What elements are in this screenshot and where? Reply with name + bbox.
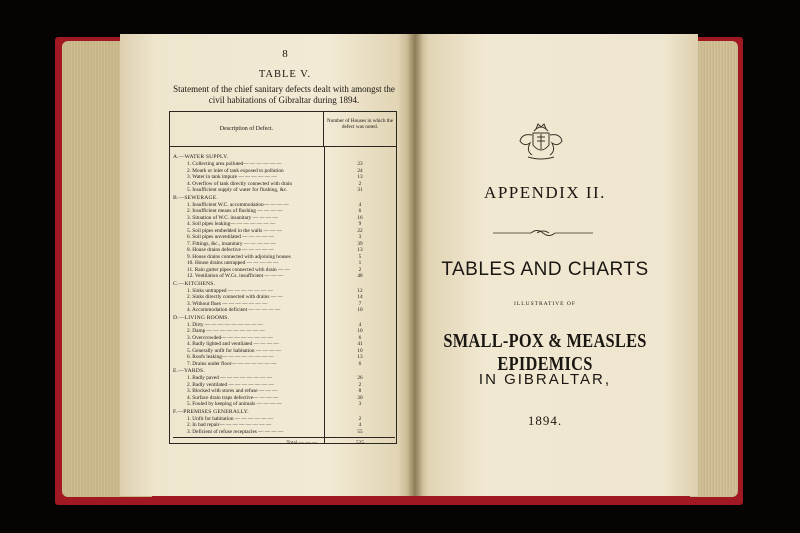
defect-description: 3. Water in tank impure — — — — — — (187, 174, 277, 180)
house-count: 41 (357, 341, 363, 347)
house-count: 13 (357, 247, 363, 253)
defect-description: 12. Ventilation of W.Cs. insufficient — — — (187, 273, 284, 279)
house-count: 10 (357, 347, 363, 354)
defect-description: 1. Insufficient W.C. accommodation— — — — (187, 201, 289, 208)
defect-description: 7. Fittings, &c., insanitary — — — — — (187, 240, 276, 247)
table-statement: Statement of the chief sanitary defects dealt with amongst the civil habitations of Gibraltar during 1894. (173, 84, 395, 105)
defects-table (169, 111, 397, 444)
defect-description: 1. Badly paved — — — — — — — — (187, 375, 272, 381)
defect-description: 1. Collecting area polluted— — — — — — (187, 161, 282, 167)
section-title: C.—KITCHENS. (173, 280, 216, 287)
house-count: 13 (357, 174, 363, 180)
house-count: 7 (358, 300, 362, 307)
house-count: 3 (358, 234, 362, 240)
defect-description: 8. House drains defective — — — — — (187, 247, 274, 253)
flourish-ornament (493, 228, 593, 238)
defect-description: 2. Damp — — — — — — — — — (187, 328, 265, 334)
defect-description: 2. Sinks directly connected with drains — — (187, 294, 283, 300)
defect-description: 4. Badly lighted and ventilated — — — — (187, 341, 279, 347)
defect-description: 2. Insufficient means of flushing — — — — (187, 208, 283, 214)
section-title: E.—YARDS. (173, 368, 205, 374)
defect-description: 11. Rain gutter pipes connected with drain — — (187, 266, 290, 273)
defect-description: 4. Accommodation deficient — — — — — (187, 307, 281, 313)
header-description: Description of Defect. (170, 112, 324, 147)
total-value: 525 (356, 440, 364, 446)
total-row (173, 437, 395, 447)
house-count: 14 (357, 294, 363, 300)
year-line: 1894. (527, 413, 563, 428)
defect-description: 2. Badly ventilated — — — — — — — (187, 381, 274, 388)
defect-description: 3. Without flues — — — — — — — (187, 300, 268, 307)
table-body (173, 153, 395, 447)
table-label: TABLE V. (258, 69, 312, 80)
section-title: B.—SEWERAGE. (173, 194, 218, 201)
defect-description: 7. Drains under floor— — — — — — — (187, 360, 277, 367)
defect-description: 5. Fouled by keeping of animals — — — — (187, 401, 282, 407)
house-count: 5 (358, 253, 362, 260)
section-heading (173, 367, 395, 375)
section-heading (173, 408, 395, 416)
house-count: 10 (357, 328, 363, 334)
defect-description: 5. Generally unfit for habitation — — — — (187, 347, 281, 354)
section-heading (173, 314, 395, 322)
house-count: 31 (357, 187, 363, 193)
defect-description: 5. Soil pipes embedded in the walls — — — (187, 227, 283, 234)
house-count: 30 (357, 394, 363, 401)
defect-description: 4. Overflow of tank directly connected with drain (187, 180, 293, 187)
defect-description: 6. Roofs leaking— — — — — — — — (187, 354, 274, 360)
defect-description: 6. Soil pipes unventilated — — — — — (187, 234, 274, 240)
title-tables-and-charts: TABLES AND CHARTS (441, 259, 649, 280)
house-count: 6 (358, 334, 362, 341)
appendix-heading: APPENDIX II. (484, 183, 606, 202)
defect-description: 2. Mouth or inlet of tank exposed to pollution (187, 167, 284, 174)
house-count: 16 (357, 214, 363, 221)
defect-description: 2. In bad repair— — — — — — — — (187, 422, 271, 428)
house-count: 22 (357, 227, 363, 234)
coat-of-arms-crest (516, 117, 566, 161)
house-count: 13 (357, 354, 363, 360)
section-heading (173, 280, 395, 288)
defect-description: 1. Dirty — — — — — — — — — (187, 321, 264, 328)
house-count: 6 (358, 360, 362, 367)
header-number-of-houses: Number of Houses in which the defect was noted. (324, 112, 396, 147)
defect-description: 1. Sinks untrapped — — — — — — — (187, 287, 273, 294)
defect-description: 3. Overcrowded— — — — — — — — (187, 334, 273, 341)
house-count: 24 (357, 167, 363, 174)
house-count: 6 (358, 208, 362, 214)
defect-description: 3. Deficient of refuse receptacles — — — — (187, 428, 284, 435)
section-heading (173, 194, 395, 202)
section-heading (173, 153, 395, 161)
house-count: 12 (357, 287, 363, 294)
house-count: 4 (358, 321, 362, 328)
defect-description: 4. Soil pipes leaking— — — — — — — (187, 221, 276, 227)
defect-description: 1. Unfit for habitation — — — — — — (187, 415, 274, 422)
house-count: 39 (357, 240, 363, 247)
house-count: 2 (358, 415, 362, 422)
epidemics-title: SMALL-POX & MEASLES EPIDEMICS (443, 330, 647, 375)
house-count: 4 (358, 201, 362, 208)
defect-description: 3. Situation of W.C. insanitary — — — — (187, 214, 278, 221)
house-count: 48 (357, 273, 363, 279)
house-count: 4 (358, 422, 362, 428)
house-count: 3 (358, 401, 362, 407)
house-count: 9 (358, 221, 362, 227)
table-row (173, 429, 395, 436)
house-count: 55 (357, 428, 363, 435)
section-title: F.—PREMISES GENERALLY. (173, 408, 249, 415)
house-count: 2 (358, 381, 362, 388)
total-label: Total — — — (286, 440, 317, 446)
section-title: D.—LIVING ROOMS. (173, 314, 230, 321)
illustrative-of: ILLUSTRATIVE OF (514, 301, 576, 307)
defect-description: 3. Blocked with stores and refuse — — — (187, 388, 278, 394)
house-count: 10 (357, 307, 363, 313)
page-number: 8 (282, 48, 288, 60)
defect-description: 9. House drains connected with adjoining houses (187, 253, 291, 260)
house-count: 2 (358, 266, 362, 273)
house-count: 2 (358, 180, 362, 187)
defect-description: 5. Insufficient supply of water for flushing, &c. (187, 187, 288, 193)
defect-description: 10. House drains untrapped — — — — — (187, 260, 279, 266)
section-title: A.—WATER SUPPLY. (173, 154, 229, 160)
house-count: 23 (357, 161, 363, 167)
defect-description: 4. Surface drain traps defective— — — — (187, 394, 279, 401)
location-line: IN GIBRALTAR, (478, 371, 612, 388)
book-gutter (407, 34, 423, 496)
house-count: 1 (358, 260, 362, 266)
house-count: 8 (358, 388, 362, 394)
house-count: 26 (357, 375, 363, 381)
